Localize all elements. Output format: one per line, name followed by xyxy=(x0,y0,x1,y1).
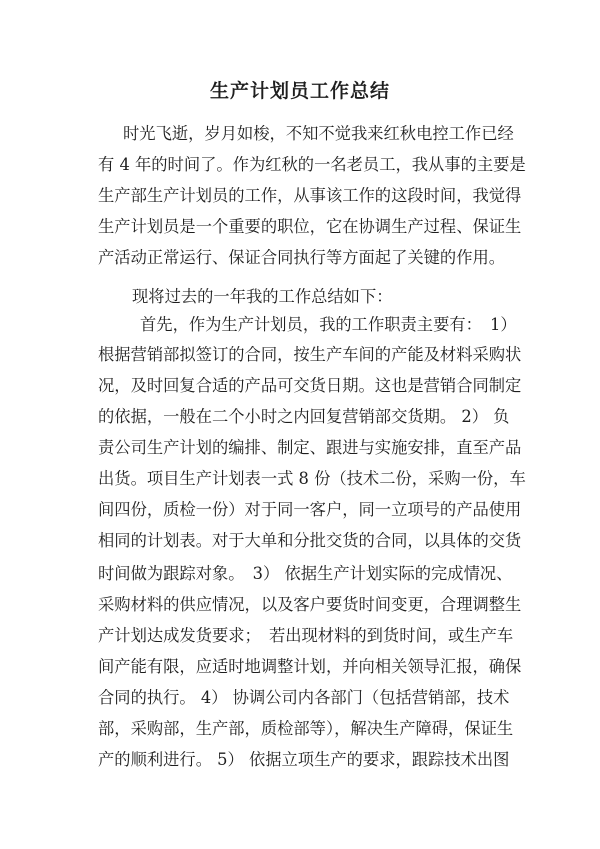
text-line: 生产计划员是一个重要的职位，它在协调生产过程、保证生 xyxy=(98,217,522,236)
text-line: 出货。项目生产计划表一式 8 份（技术二份，采购一份，车 xyxy=(98,469,526,488)
text-line: 部，采购部，生产部，质检部等），解决生产障碍，保证生 xyxy=(98,719,514,738)
text-line: 生产部生产计划员的工作，从事该工作的这段时间，我觉得 xyxy=(98,186,522,205)
text-line: 责公司生产计划的编排、制定、跟进与实施安排，直至产品 xyxy=(98,438,522,457)
text-line: 首先，作为生产计划员，我的工作职责主要有： 1） xyxy=(140,315,517,334)
text-line: 时间做为跟踪对象。 3） 依据生产计划实际的完成情况、 xyxy=(98,564,513,583)
text-line: 合同的执行。 4） 协调公司内各部门（包括营销部，技术 xyxy=(98,688,510,707)
text-line: 产的顺利进行。 5） 依据立项生产的要求，跟踪技术出图 xyxy=(98,750,510,769)
text-line: 根据营销部拟签订的合同，按生产车间的产能及材料采购状 xyxy=(98,345,522,364)
text-line: 有 4 年的时间了。作为红秋的一名老员工，我从事的主要是 xyxy=(98,155,526,174)
text-line: 时光飞逝，岁月如梭，不知不觉我来红秋电控工作已经 xyxy=(123,124,514,143)
text-line: 况，及时回复合适的产品可交货日期。这也是营销合同制定 xyxy=(98,376,522,395)
document-title: 生产计划员工作总结 xyxy=(209,80,390,102)
text-line: 相同的计划表。对于大单和分批交货的合同，以具体的交货 xyxy=(98,531,522,550)
text-line: 现将过去的一年我的工作总结如下： xyxy=(132,287,393,306)
text-line: 产活动正常运行、保证合同执行等方面起了关键的作用。 xyxy=(98,248,506,267)
text-line: 间四份，质检一份）对于同一客户，同一立项号的产品使用 xyxy=(98,500,522,519)
text-line: 间产能有限，应适时地调整计划，并向相关领导汇报，确保 xyxy=(98,657,522,676)
text-line: 的依据，一般在二个小时之内回复营销部交货期。 2） 负 xyxy=(98,407,510,426)
text-line: 产计划达成发货要求； 若出现材料的到货时间，或生产车 xyxy=(98,626,514,645)
text-line: 采购材料的供应情况，以及客户要货时间变更，合理调整生 xyxy=(98,595,522,614)
